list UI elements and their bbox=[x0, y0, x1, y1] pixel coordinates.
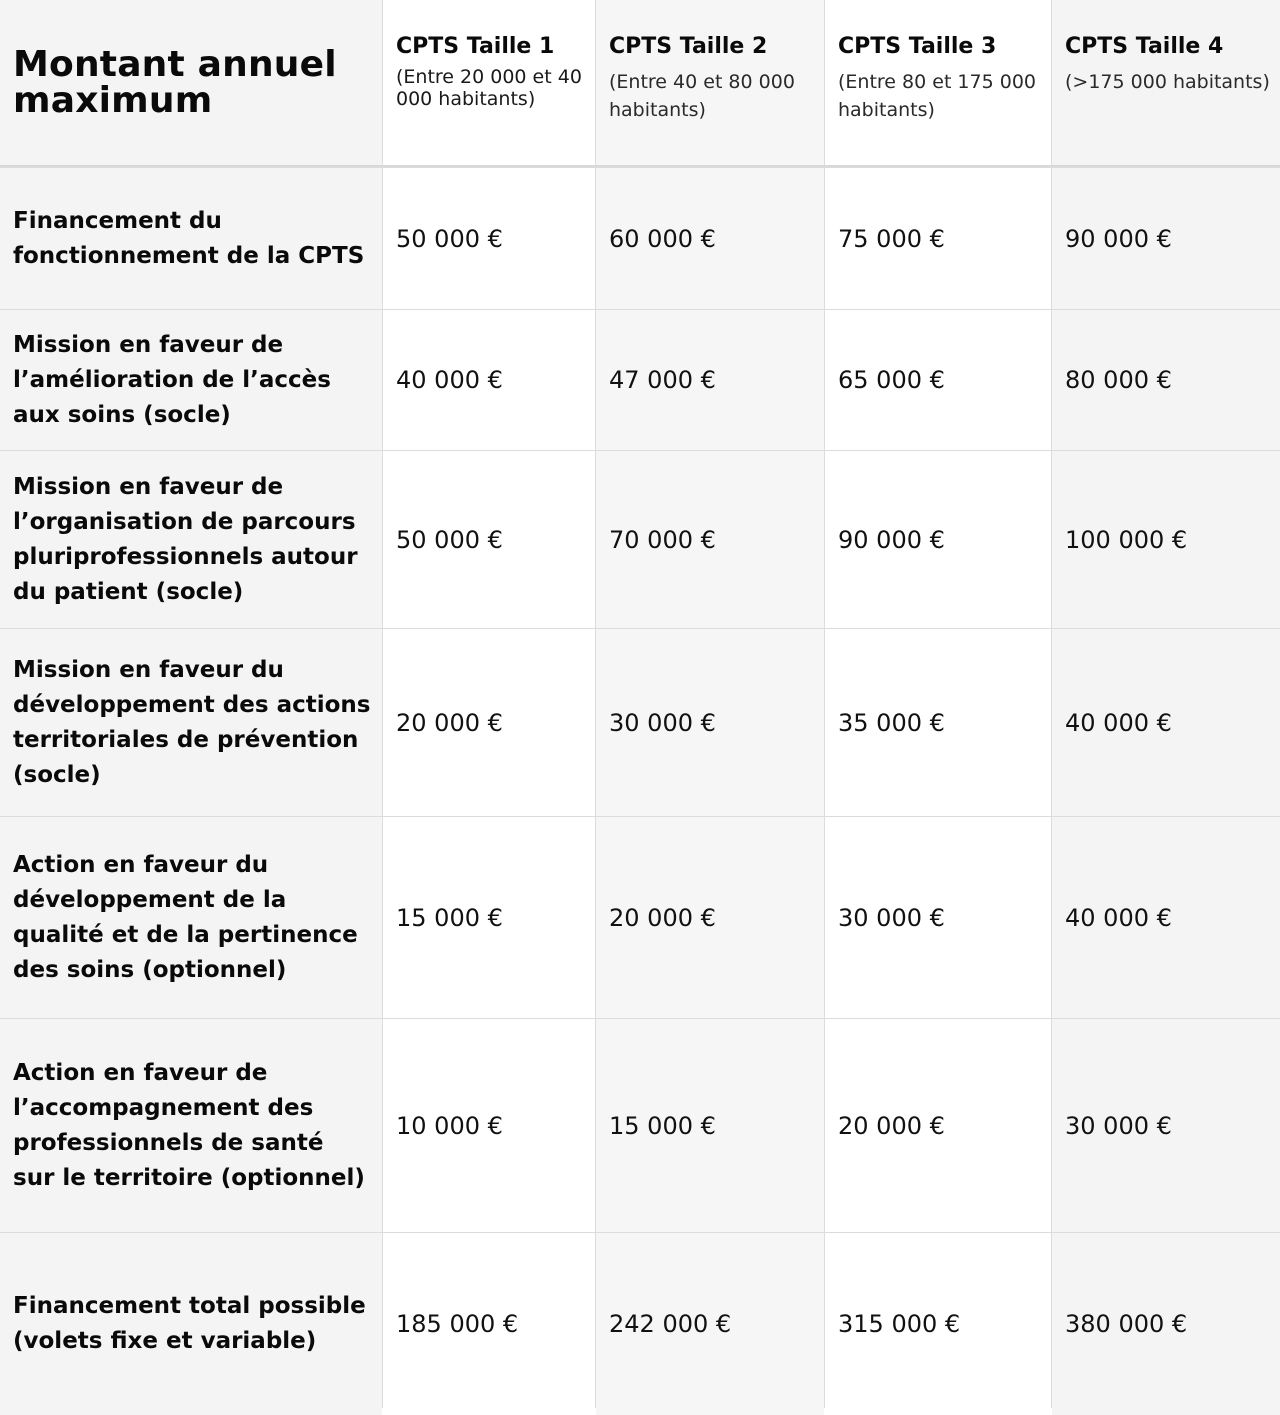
amount: 30 000 € bbox=[1065, 1111, 1172, 1140]
amount: 47 000 € bbox=[609, 366, 716, 394]
amount: 80 000 € bbox=[1065, 366, 1172, 394]
amount: 30 000 € bbox=[838, 903, 945, 932]
value-cell bbox=[1052, 451, 1280, 628]
value-cell bbox=[1052, 629, 1280, 816]
row-label-cell bbox=[0, 629, 382, 816]
amount: 90 000 € bbox=[838, 525, 945, 554]
value-cell bbox=[383, 310, 595, 450]
value-cell bbox=[383, 817, 595, 1018]
row-label-cell bbox=[0, 168, 382, 309]
row-label: Action en faveur de l’accompagnement des professionnels de santé sur le territoire (optionnel) bbox=[13, 1059, 365, 1191]
amount: 15 000 € bbox=[396, 903, 503, 932]
value-cell bbox=[383, 1019, 595, 1232]
amount: 40 000 € bbox=[1065, 903, 1172, 932]
value-cell bbox=[825, 1019, 1051, 1232]
value-cell bbox=[1052, 1233, 1280, 1415]
row-label-cell bbox=[0, 1019, 382, 1232]
amount: 50 000 € bbox=[396, 525, 503, 554]
value-cell bbox=[596, 1019, 824, 1232]
amount: 10 000 € bbox=[396, 1111, 503, 1140]
row-label-cell bbox=[0, 1233, 382, 1415]
column-subtitle: (Entre 80 et 175 000 habitants) bbox=[838, 71, 1036, 121]
amount: 15 000 € bbox=[609, 1111, 716, 1140]
column-title: CPTS Taille 2 bbox=[609, 34, 768, 59]
value-cell bbox=[825, 310, 1051, 450]
value-cell bbox=[825, 817, 1051, 1018]
value-cell bbox=[383, 168, 595, 309]
row-label-cell bbox=[0, 310, 382, 450]
column-header-taille-2 bbox=[596, 0, 824, 167]
column-header-taille-1 bbox=[383, 0, 595, 167]
amount: 20 000 € bbox=[838, 1111, 945, 1140]
row-label: Mission en faveur de l’amélioration de l’accès aux soins (socle) bbox=[13, 331, 331, 428]
total-amount: 242 000 € bbox=[609, 1310, 732, 1338]
value-cell bbox=[596, 310, 824, 450]
row-label: Mission en faveur du développement des actions territoriales de prévention (socle) bbox=[13, 656, 371, 788]
column-header-taille-4 bbox=[1052, 0, 1280, 167]
value-cell bbox=[1052, 817, 1280, 1018]
value-cell bbox=[596, 1233, 824, 1415]
amount: 40 000 € bbox=[1065, 708, 1172, 737]
amount: 30 000 € bbox=[609, 708, 716, 737]
value-cell bbox=[596, 629, 824, 816]
column-header-taille-3 bbox=[825, 0, 1051, 167]
row-label: Financement du fonctionnement de la CPTS bbox=[13, 207, 365, 269]
column-title: CPTS Taille 3 bbox=[838, 34, 997, 59]
amount: 100 000 € bbox=[1065, 525, 1188, 554]
column-subtitle: (>175 000 habitants) bbox=[1065, 71, 1270, 93]
row-label: Action en faveur du développement de la qualité et de la pertinence des soins (optionnel) bbox=[13, 851, 358, 983]
value-cell bbox=[383, 451, 595, 628]
amount: 20 000 € bbox=[609, 903, 716, 932]
table-title-cell bbox=[0, 0, 382, 167]
amount: 35 000 € bbox=[838, 708, 945, 737]
total-amount: 315 000 € bbox=[838, 1310, 961, 1338]
row-label: Financement total possible (volets fixe et variable) bbox=[13, 1293, 366, 1354]
amount: 65 000 € bbox=[838, 366, 945, 394]
value-cell bbox=[825, 1233, 1051, 1415]
value-cell bbox=[596, 168, 824, 309]
column-title: CPTS Taille 1 bbox=[396, 34, 555, 59]
amount: 20 000 € bbox=[396, 708, 503, 737]
value-cell bbox=[596, 451, 824, 628]
amount: 90 000 € bbox=[1065, 224, 1172, 253]
amount: 40 000 € bbox=[396, 366, 503, 394]
table-title: Montant annuel maximum bbox=[13, 43, 337, 121]
column-title: CPTS Taille 4 bbox=[1065, 34, 1224, 59]
row-label-cell bbox=[0, 451, 382, 628]
row-label-cell bbox=[0, 817, 382, 1018]
value-cell bbox=[596, 817, 824, 1018]
amount: 50 000 € bbox=[396, 224, 503, 253]
value-cell bbox=[825, 451, 1051, 628]
total-amount: 185 000 € bbox=[396, 1310, 519, 1338]
value-cell bbox=[825, 629, 1051, 816]
value-cell bbox=[1052, 1019, 1280, 1232]
value-cell bbox=[383, 629, 595, 816]
total-amount: 380 000 € bbox=[1065, 1310, 1188, 1338]
value-cell bbox=[383, 1233, 595, 1415]
amount: 70 000 € bbox=[609, 525, 716, 554]
value-cell bbox=[825, 168, 1051, 309]
row-label: Mission en faveur de l’organisation de parcours pluriprofessionnels autour du patient (socle) bbox=[13, 473, 358, 605]
value-cell bbox=[1052, 310, 1280, 450]
amount: 60 000 € bbox=[609, 224, 716, 253]
column-subtitle: (Entre 40 et 80 000 habitants) bbox=[609, 71, 795, 121]
amount: 75 000 € bbox=[838, 224, 945, 253]
value-cell bbox=[1052, 168, 1280, 309]
column-subtitle: (Entre 20 000 et 40 000 habitants) bbox=[396, 66, 582, 110]
